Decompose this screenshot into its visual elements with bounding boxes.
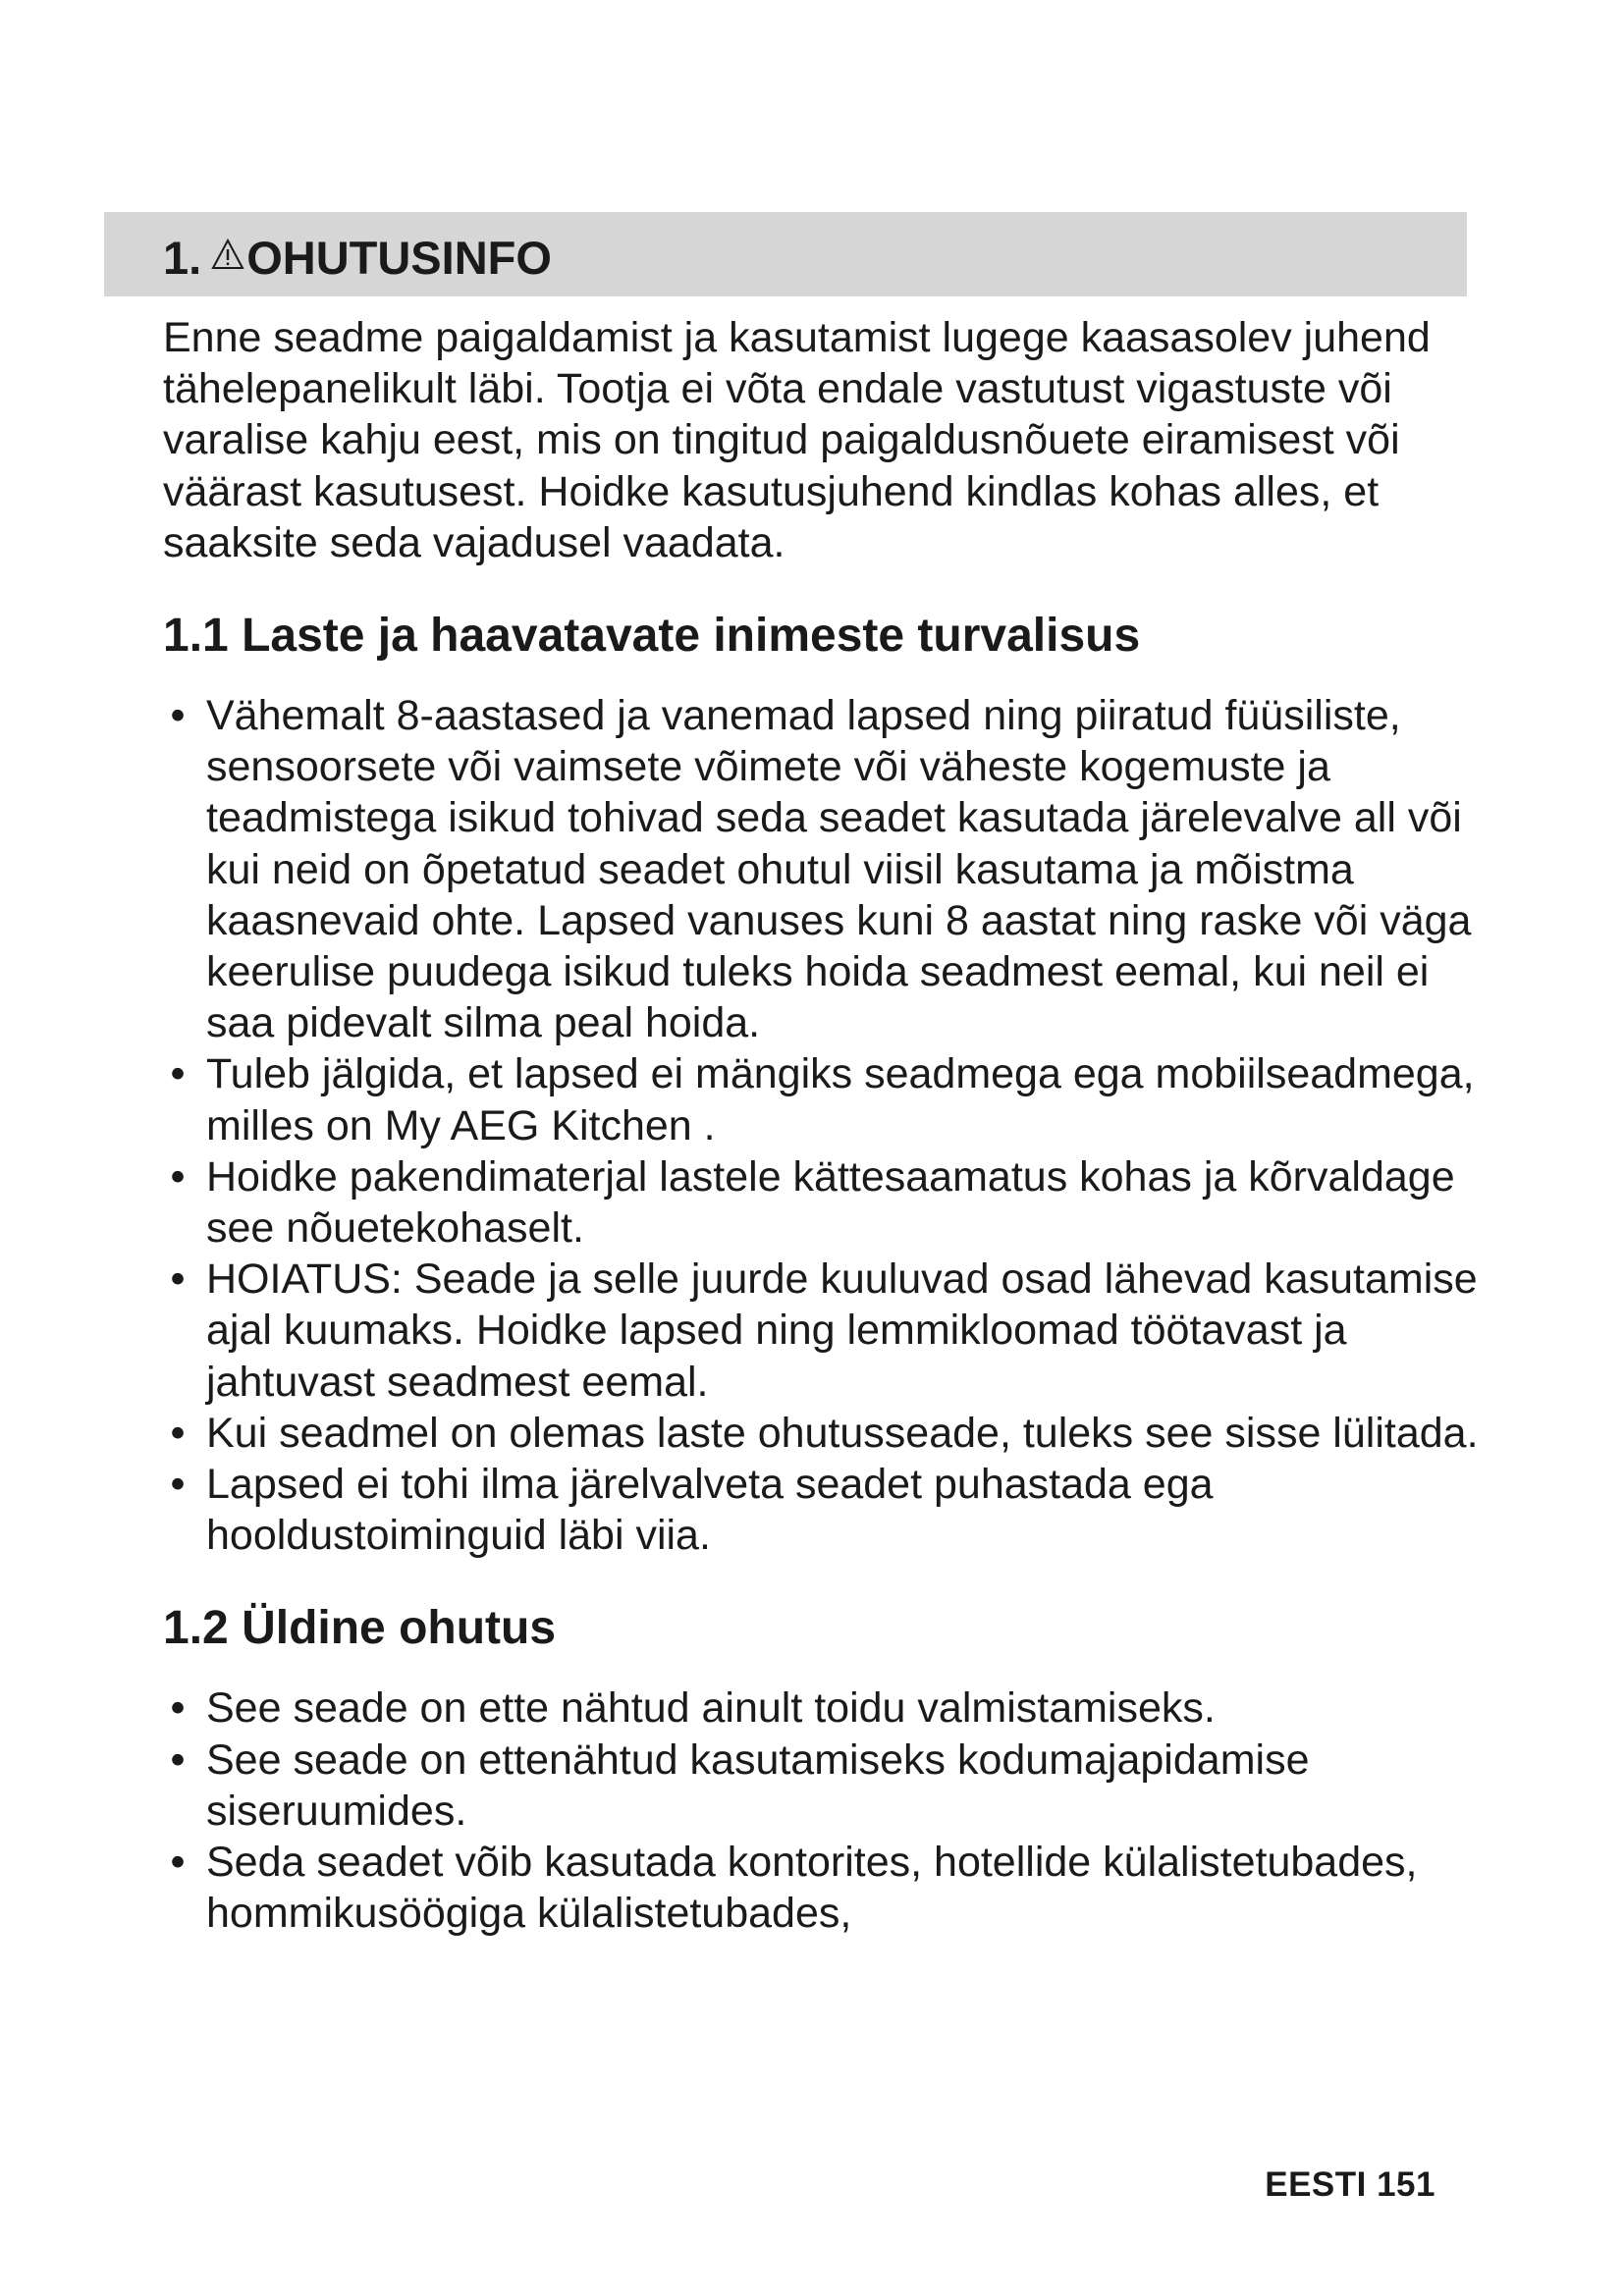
subsection-heading-general-safety: 1.2 Üldine ohutus: [163, 1602, 557, 1655]
list-item: • Seda seadet võib kasutada kontorites, hotellide külalistetubades, hommikusöögiga külalistetubades,: [163, 1837, 1479, 1939]
child-safety-list: [163, 690, 1479, 1561]
bullet-glyph: •: [170, 1050, 186, 1098]
bullet-glyph: •: [170, 692, 186, 740]
general-safety-list: [163, 1682, 1479, 1939]
section-title-text: OHUTUSINFO: [246, 232, 552, 284]
page-content: [163, 312, 1479, 1939]
bullet-glyph: •: [170, 1839, 186, 1887]
bullet-glyph: •: [170, 1461, 186, 1509]
bullet-glyph: •: [170, 1152, 186, 1201]
list-item: • Kui seadmel on olemas laste ohutusseade, tuleks see sisse lülitada.: [163, 1408, 1479, 1459]
bullet-glyph: •: [170, 1409, 186, 1457]
bullet-glyph: •: [170, 1255, 186, 1304]
bullet-glyph: •: [170, 1735, 186, 1784]
list-item: • Tuleb jälgida, et lapsed ei mängiks seadmega ega mobiilseadmega, milles on My AEG Kitchen .: [163, 1048, 1479, 1150]
list-item: • Hoidke pakendimaterjal lastele kättesaamatus kohas ja kõrvaldage see nõuetekohaselt.: [163, 1151, 1479, 1254]
warning-triangle-icon: [211, 239, 244, 270]
list-item: • Lapsed ei tohi ilma järelvalveta seadet puhastada ega hooldustoiminguid läbi viia.: [163, 1459, 1479, 1561]
list-item: • See seade on ettenähtud kasutamiseks kodumajapidamise siseruumides.: [163, 1735, 1479, 1837]
section-number: 1.: [163, 232, 202, 284]
list-item: • HOIATUS: Seade ja selle juurde kuuluvad osad lähevad kasutamise ajal kuumaks. Hoidke lapsed ning lemmikloomad töötavast ja jahtuvast seadmest eemal.: [163, 1254, 1479, 1408]
bullet-glyph: •: [170, 1684, 186, 1733]
subsection-heading-child-safety: 1.1 Laste ja haavatavate inimeste turvalisus: [163, 610, 1141, 663]
section-title: [163, 231, 552, 286]
list-item: • Vähemalt 8-aastased ja vanemad lapsed ning piiratud füüsiliste, sensoorsete või vaimsete võimete või väheste kogemuste ja teadmistega isikud tohivad seda seadet kasutada järelevalve all või kui neid on õpetatud seadet ohutul viisil kasutama ja mõistma kaasnevaid ohte. Lapsed vanuses kuni 8 aastat ning raske või väga keerulise puudega isikud tuleks hoida seadmest eemal, kui neil ei saa pidevalt silma peal hoida.: [163, 690, 1479, 1048]
intro-paragraph: Enne seadme paigaldamist ja kasutamist lugege kaasasolev juhend tähelepanelikult läbi. Tootja ei võta endale vastutust vigastuste või varalise kahju eest, mis on tingitud paigaldusnõuete eiramisest või väärast kasutusest. Hoidke kasutusjuhend kindlas kohas alles, et saaksite seda vajadusel vaadata.: [163, 314, 1431, 566]
page-footer: EESTI 151: [1265, 2165, 1435, 2204]
list-item: • See seade on ette nähtud ainult toidu valmistamiseks.: [163, 1682, 1479, 1734]
